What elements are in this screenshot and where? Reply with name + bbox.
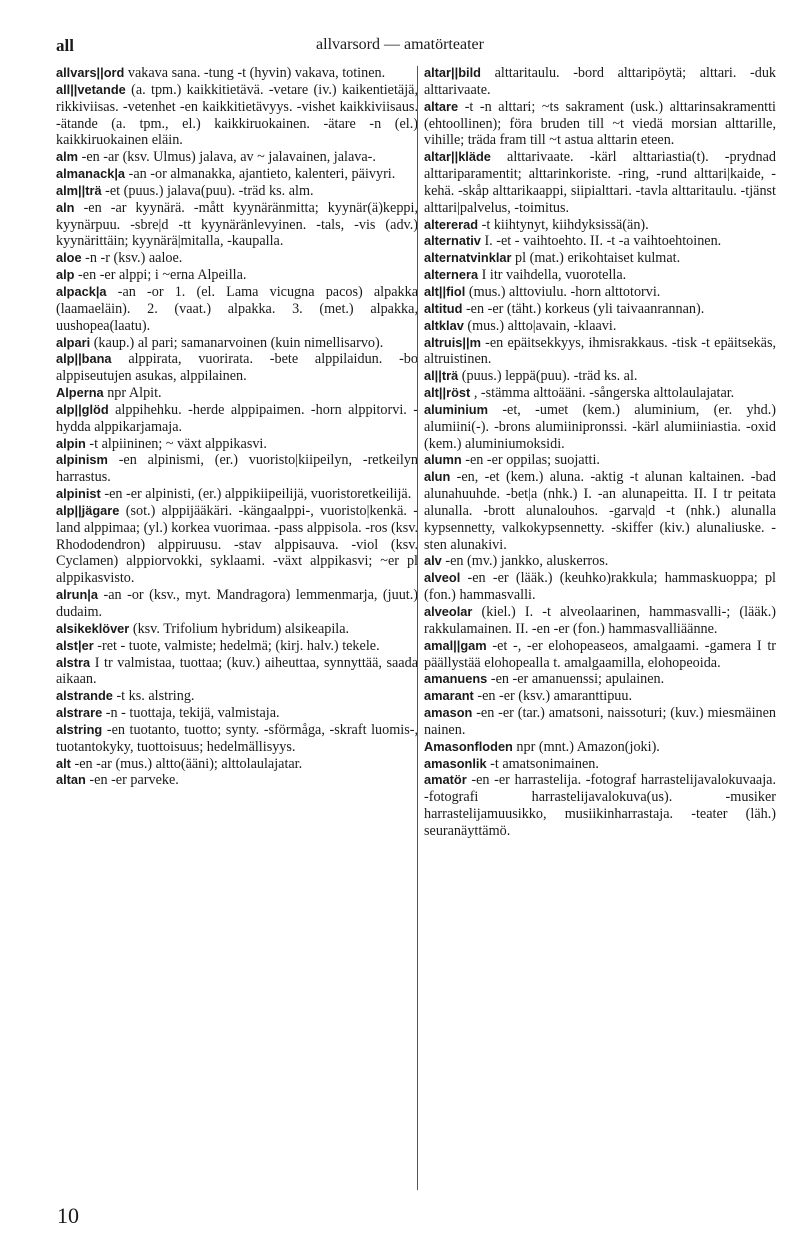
dictionary-entry [56, 503, 418, 587]
headword: altklav [424, 317, 464, 333]
headword: alpinism [56, 452, 108, 468]
headword: alternativ [424, 233, 481, 249]
definition: vakava sana. -tung -t (hyvin) vakava, totinen. [127, 65, 386, 81]
definition: -en (mv.) jankko, aluskerros. [445, 553, 609, 570]
headword: altan [56, 772, 86, 788]
headword: alrun|a [56, 587, 98, 603]
headword: altruis||m [424, 334, 481, 350]
definition: -et -, -er elohopeaseos, amalgaami. -gamera I tr päällystää elohopealla t. amalgaamilla, elohopeoida. [424, 637, 776, 671]
dictionary-entry [56, 200, 418, 251]
definition: -n -r (ksv.) aaloe. [85, 250, 183, 267]
dictionary-entry [56, 638, 418, 655]
definition: (puus.) leppä(puu). -träd ks. al. [461, 368, 638, 385]
definition: -an -or almanakka, ajantieto, kalenteri, päivyri. [128, 166, 396, 183]
dictionary-entry [56, 335, 418, 352]
definition: -et, -umet (kem.) aluminium, (er. yhd.) alumiini(-). -brons alumiinipronssi. -kärl alumiiniastia. -oxid (kem.) aluminiumoksidi. [424, 401, 777, 452]
definition: -en -er oppilas; suojatti. [465, 452, 600, 469]
definition: npr (mnt.) Amazon(joki). [516, 738, 660, 755]
headword: altitud [424, 300, 463, 316]
dictionary-entry [56, 655, 418, 689]
definition: (mus.) altto|avain, -klaavi. [467, 317, 617, 334]
definition: -t kiihtynyt, kiihdyksissä(än). [481, 216, 649, 233]
dictionary-entry [56, 183, 418, 200]
headword: alstrare [56, 705, 103, 721]
headword: amal||gam [424, 637, 487, 653]
definition: (sot.) alppijääkäri. -kängaalppi-, vuoristo|kenkä. -land alppimaa; (yl.) korkea vuorimaa. -pass alppisola. -ros (ksv. Rhododendron) alppiruusu. -stav alppisauva. -viol (ksv. Cyclamen) alppiorvokki, syklaami. -växt alppikasvi; ~er pl alppikasvisto. [56, 502, 419, 587]
dictionary-entry [424, 688, 776, 705]
headword: amatör [424, 772, 467, 788]
definition: alttarivaate. -kärl alttariastia(t). -prydnad alttariparamentit; alttarinkoriste. -ring, -rund alttari|kaide, -kehä. -skåp alttarikaappi, siipialttari. -tavla alttaritaulu. -tjänst alttari|palvelus, -toimitus. [424, 149, 776, 216]
headword: amasonlik [424, 755, 487, 771]
dictionary-entry [424, 284, 776, 301]
headword: alstrande [56, 688, 113, 704]
dictionary-entry [424, 772, 776, 839]
running-head-left: all [56, 36, 74, 55]
dictionary-entry [424, 739, 776, 756]
dictionary-entry [56, 486, 418, 503]
definition: -an -or 1. (el. Lama vicugna pacos) alpakka (laamaeläin). 2. (vaat.) alpakka. 3. (met.) alpakka, uushopea(laatu). [56, 283, 418, 334]
definition: alppihehku. -herde alppipaimen. -horn alppitorvi. -hydda alppikarjamaja. [56, 401, 418, 435]
headword: alp [56, 267, 75, 283]
dictionary-entry [424, 233, 776, 250]
dictionary-entry [56, 452, 418, 486]
dictionary-entry [424, 452, 776, 469]
definition: I itr vaihdella, vuorotella. [481, 267, 627, 284]
definition: npr Alpit. [107, 385, 162, 402]
dictionary-entry [424, 99, 776, 150]
running-head-center: allvarsord — amatörteater [316, 36, 484, 53]
headword: alp||bana [56, 351, 112, 367]
dictionary-entry [424, 553, 776, 570]
dictionary-entry [424, 570, 776, 604]
headword: aln [56, 199, 75, 215]
definition: -en -er parveke. [89, 772, 179, 789]
definition: -t amatsonimainen. [490, 755, 599, 772]
definition: (mus.) alttoviulu. -horn alttotorvi. [468, 283, 661, 300]
definition: -t -n alttari; ~ts sakrament (usk.) alttarinsakramentti (ehtoollinen); föra bruden till ~t viedä morsian alttarille, vihille; träda fram till ~t astua alttarin eteen. [424, 98, 776, 149]
dictionary-entry [56, 149, 418, 166]
left-column [56, 65, 418, 789]
dictionary-entry [56, 65, 418, 82]
headword: alp||jägare [56, 502, 120, 518]
dictionary-entry [56, 621, 418, 638]
headword: alm||trä [56, 182, 102, 198]
definition: -en -er (tar.) amatsoni, naissoturi; (kuv.) miesmäinen nainen. [424, 705, 776, 738]
definition: alttaritaulu. -bord alttaripöytä; alttari. -duk alttarivaate. [424, 65, 777, 98]
dictionary-entry [424, 469, 776, 553]
dictionary-entry [56, 688, 418, 705]
dictionary-entry [424, 65, 776, 99]
headword: aluminium [424, 401, 488, 417]
dictionary-entry [56, 705, 418, 722]
column-divider [417, 66, 418, 1190]
headword: allvars||ord [56, 65, 125, 80]
headword: alt||fiol [424, 283, 466, 299]
headword: alstra [56, 654, 91, 670]
headword: almanack|a [56, 166, 126, 182]
dictionary-entry [56, 436, 418, 453]
headword: aloe [56, 250, 82, 266]
definition: -en tuotanto, tuotto; synty. -sförmåga, -skraft luomis-, tuotantokyky, tuottoisuus; hedelmällisyys. [56, 721, 419, 755]
dictionary-entry [424, 335, 776, 369]
dictionary-entry [424, 250, 776, 267]
definition: -en alpinismi, (er.) vuoristo|kiipeilyn, -retkeilyn harrastus. [56, 452, 419, 486]
dictionary-entry [424, 385, 776, 402]
definition: -en -er (ksv.) amaranttipuu. [477, 688, 633, 705]
dictionary-entry [424, 368, 776, 385]
definition: -en epäitsekkyys, ihmisrakkaus. -tisk -t epäitsekäs, altruistinen. [424, 334, 777, 368]
dictionary-entry [424, 267, 776, 284]
definition: I. -et - vaihtoehto. II. -t -a vaihtoehtoinen. [484, 233, 722, 250]
dictionary-entry [424, 756, 776, 773]
headword: alternera [424, 267, 479, 283]
headword: alpari [56, 334, 91, 350]
definition: (ksv. Trifolium hybridum) alsikeapila. [132, 620, 350, 637]
headword: alt [56, 755, 71, 771]
dictionary-entry [56, 250, 418, 267]
definition: -an -or (ksv., myt. Mandragora) lemmenmarja, (juut.) dudaim. [56, 587, 419, 620]
dictionary-entry [424, 402, 776, 453]
headword: Alperna [56, 385, 104, 401]
headword: alp||glöd [56, 401, 109, 417]
headword: alm [56, 149, 79, 165]
dictionary-entry [56, 267, 418, 284]
dictionary-entry [424, 217, 776, 234]
headword: al||trä [424, 368, 459, 384]
definition: (a. tpm.) kaikkitietävä. -vetare (iv.) kaikentietäjä, rikkiviisas. -vetenhet -en kaikkitietävyys. -vishet kaikkiviisaus. -ätande (a. tpm., el.) kaikkiruokainen. -ätare -n (el.) kaikkiruokainen eläin. [56, 81, 419, 149]
dictionary-entry [56, 722, 418, 756]
definition: I tr valmistaa, tuottaa; (kuv.) aiheuttaa, synnyttää, saada aikaan. [56, 654, 418, 688]
dictionary-entry [56, 166, 418, 183]
dictionary-entry [56, 82, 418, 149]
definition: -en -er alppi; i ~erna Alpeilla. [78, 267, 247, 284]
definition: -n - tuottaja, tekijä, valmistaja. [105, 705, 280, 722]
definition: , -stämma alttoääni. -sångerska alttolaulajatar. [473, 385, 735, 402]
headword: amanuens [424, 671, 488, 687]
definition: -en -er amanuenssi; apulainen. [490, 671, 665, 688]
dictionary-entry [56, 772, 418, 789]
dictionary-entry [56, 284, 418, 335]
dictionary-entry [424, 318, 776, 335]
headword: alveol [424, 570, 461, 586]
dictionary-entry [56, 402, 418, 436]
definition: (kaup.) al pari; samanarvoinen (kuin nimellisarvo). [93, 334, 384, 351]
definition: -en -ar (ksv. Ulmus) jalava, av ~ jalavainen, jalava-. [81, 149, 376, 166]
page-number: 10 [57, 1203, 79, 1228]
headword: alst|er [56, 637, 94, 653]
headword: alun [424, 469, 451, 485]
headword: alpinist [56, 486, 101, 502]
dictionary-entry [56, 351, 418, 385]
headword: alpack|a [56, 283, 107, 299]
definition: -en -ar kyynärä. -mått kyynäränmitta; kyynär(ä)keppi, kyynärpuu. -sbre|d -tt kyynäränlevyinen. -tals, -vis (adv.) kyynärittäin; kyynärä|mitalla, -kaupalla. [56, 199, 419, 250]
headword: alternatvinklar [424, 250, 512, 266]
headword: alumn [424, 452, 462, 468]
dictionary-entry [424, 671, 776, 688]
definition: -ret - tuote, valmiste; hedelmä; (kirj. halv.) tekele. [97, 637, 380, 654]
definition: (kiel.) I. -t alveolaarinen, hammasvalli-; (lääk.) rakkulamainen. II. -en -er (fon.) hammasvalliäänne. [424, 604, 776, 637]
definition: -et (puus.) jalava(puu). -träd ks. alm. [105, 182, 314, 199]
headword: alstring [56, 721, 103, 737]
headword: amason [424, 705, 473, 721]
dictionary-entry [56, 385, 418, 402]
dictionary-entry [424, 149, 776, 216]
headword: alpin [56, 435, 86, 451]
definition: -en -er harrastelija. -fotograf harrastelijavalokuvaaja. -fotografi harrastelijavalokuva(us). -musiker harrastelijamuusikko, musiikinharrastaja. -teater (läh.) seuranäyttämö. [424, 772, 777, 839]
headword: alveolar [424, 604, 473, 619]
right-column [424, 65, 776, 840]
headword: altererad [424, 216, 479, 232]
definition: alppirata, vuorirata. -bete alppilaidun. -bo alppiseutujen asukas, alppilainen. [56, 351, 418, 385]
definition: -t ks. alstring. [116, 688, 195, 705]
definition: -t alpiininen; ~ växt alppikasvi. [89, 435, 267, 452]
dictionary-entry [56, 756, 418, 773]
dictionary-entry [56, 587, 418, 621]
headword: alt||röst [424, 385, 471, 401]
headword: altar||bild [424, 65, 481, 80]
dictionary-entry [424, 638, 776, 672]
headword: amarant [424, 688, 474, 704]
headword: all||vetande [56, 81, 126, 97]
dictionary-entry [424, 301, 776, 318]
definition: -en -er (täht.) korkeus (yli taivaanrannan). [465, 300, 705, 317]
definition: pl (mat.) erikohtaiset kulmat. [515, 250, 681, 267]
dictionary-entry [424, 705, 776, 739]
definition: -en -er (lääk.) (keuhko)rakkula; hammaskuoppa; pl (fon.) hammasvalli. [424, 570, 776, 604]
headword: altare [424, 98, 459, 114]
definition: -en -er alpinisti, (er.) alppikiipeilijä, vuoristoretkeilijä. [104, 486, 412, 503]
headword: altar||kläde [424, 149, 491, 165]
headword: alsikeklöver [56, 620, 130, 636]
dictionary-entry [424, 604, 776, 638]
headword: alv [424, 553, 442, 569]
definition: -en, -et (kem.) aluna. -aktig -t alunan kaltainen. -bad alunahuuhde. -bet|a (nhk.) I. -an alunapeitta. II. I tr peitata alunalla. -brott alunalouhos. -garva|d -t (nhk.) alunalla kypsennetty, valkokypsennetty. -skiffer (kiv.) alunaliuske. -sten alunakivi. [424, 469, 776, 553]
headword: Amasonfloden [424, 738, 513, 754]
definition: -en -ar (mus.) altto(ääni); alttolaulajatar. [74, 755, 303, 772]
